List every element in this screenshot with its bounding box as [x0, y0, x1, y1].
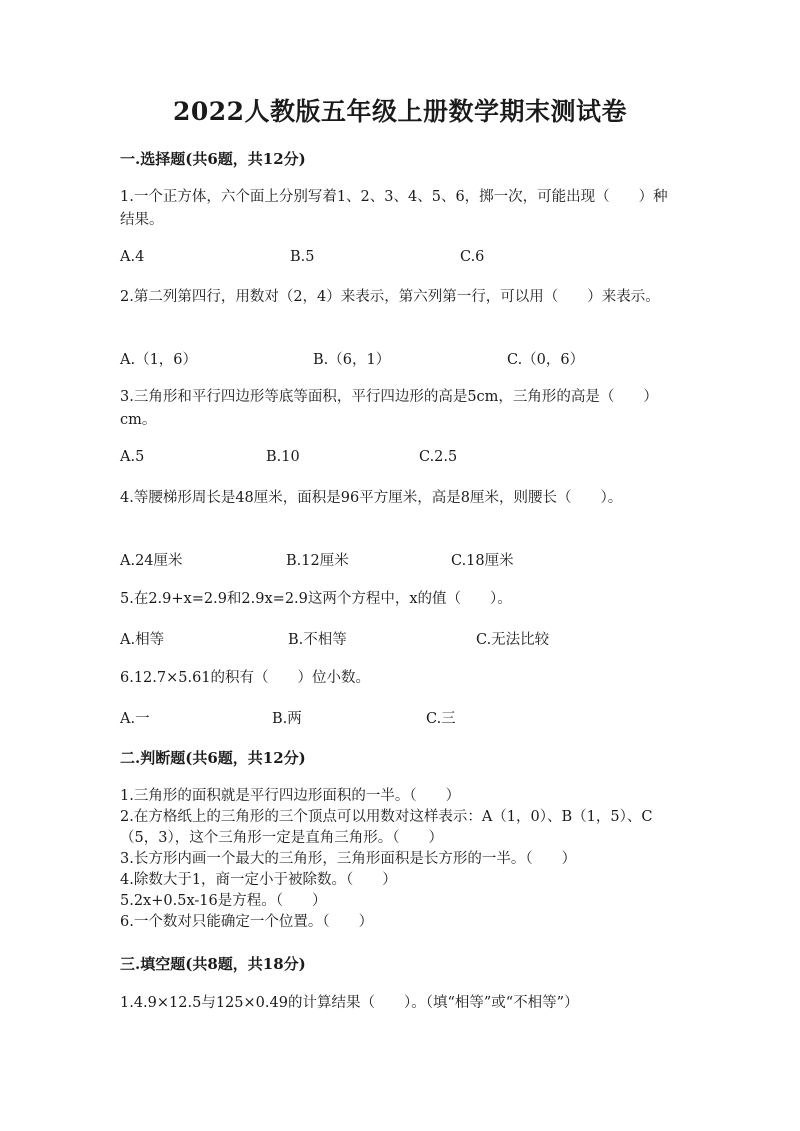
option-b: B.10 — [266, 449, 300, 465]
section-heading-fill-blank: 三.填空题(共8题，共18分) — [120, 955, 306, 973]
question-text: 5.在2.9+x=2.9和2.9x=2.9这两个方程中，x的值（ ）。 — [120, 591, 512, 607]
options-row — [120, 249, 720, 271]
options-row — [120, 348, 720, 370]
statement-item: 3.长方形内画一个最大的三角形，三角形面积是长方形的一半。（ ） — [120, 851, 577, 867]
options-row — [120, 549, 720, 571]
question-text: 1.4.9×12.5与125×0.49的计算结果（ ）。（填“相等”或“不相等”） — [120, 995, 579, 1011]
option-b: B.12厘米 — [286, 553, 349, 569]
option-a: A.相等 — [120, 632, 165, 648]
question-text: 2.第二列第四行，用数对（2，4）来表示，第六列第一行，可以用（ ）来表示。 — [120, 289, 660, 305]
exam-title: 2022人教版五年级上册数学期末测试卷 — [172, 97, 628, 126]
question-text: 3.三角形和平行四边形等底等面积，平行四边形的高是5cm，三角形的高是（ ）cm。 — [120, 389, 658, 428]
question-text: 6.12.7×5.61的积有（ ）位小数。 — [120, 670, 371, 686]
options-row — [120, 449, 720, 471]
options-row — [120, 707, 720, 729]
statement-item: 1.三角形的面积就是平行四边形面积的一半。（ ） — [120, 788, 461, 804]
option-c: C.无法比较 — [476, 632, 550, 648]
section-heading-choice: 一.选择题(共6题，共12分) — [120, 150, 306, 168]
section-heading-true-false: 二.判断题(共6题，共12分) — [120, 749, 306, 767]
option-a: A.4 — [120, 249, 145, 265]
option-b: B.5 — [290, 249, 315, 265]
option-b: B.两 — [272, 711, 302, 727]
option-a: A.24厘米 — [120, 553, 183, 569]
option-c: C.（0，6） — [507, 352, 585, 368]
option-a: A.（1，6） — [120, 352, 198, 368]
option-a: A.一 — [120, 711, 150, 727]
statement-item: 2.在方格纸上的三角形的三个顶点可以用数对这样表示：A（1，0）、B（1，5）、C（5，3），这个三角形一定是直角三角形。（ ） — [120, 809, 653, 846]
question-text: 1.一个正方体，六个面上分别写着1、2、3、4、5、6，掷一次，可能出现（ ）种结果。 — [120, 189, 668, 228]
option-c: C.三 — [426, 711, 456, 727]
statement-item: 5.2x+0.5x-16是方程。（ ） — [120, 893, 327, 909]
option-a: A.5 — [120, 449, 145, 465]
question-text: 4.等腰梯形周长是48厘米，面积是96平方厘米，高是8厘米，则腰长（ ）。 — [120, 490, 623, 506]
statement-item: 6.一个数对只能确定一个位置。（ ） — [120, 914, 374, 930]
statement-item: 4.除数大于1，商一定小于被除数。（ ） — [120, 872, 397, 888]
option-c: C.2.5 — [419, 449, 458, 465]
option-c: C.6 — [460, 249, 485, 265]
option-c: C.18厘米 — [451, 553, 514, 569]
option-b: B.（6，1） — [313, 352, 391, 368]
option-b: B.不相等 — [288, 632, 347, 648]
options-row — [120, 628, 720, 650]
